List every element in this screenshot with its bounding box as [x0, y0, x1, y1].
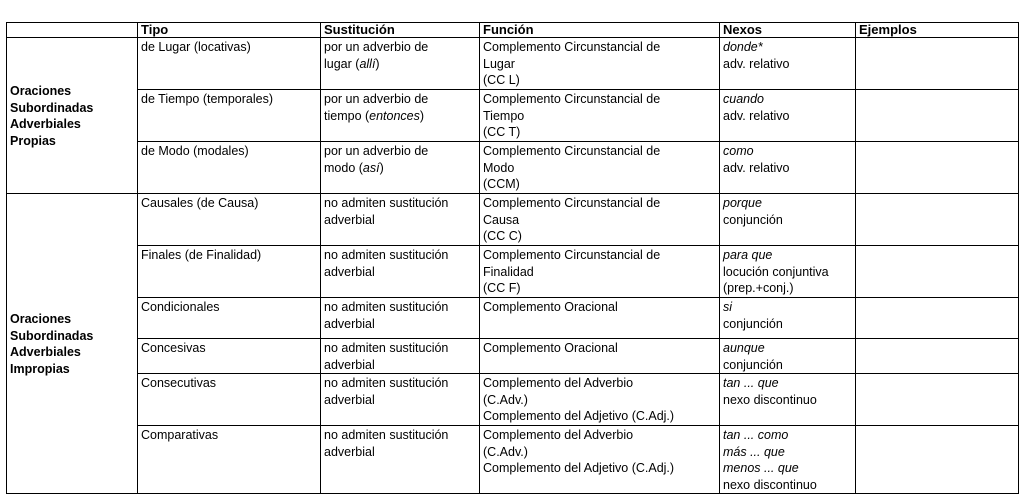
table-row	[7, 374, 1019, 426]
cell-funcion: Complemento Circunstancial de Modo (CCM)	[480, 142, 720, 194]
group-label-line: Adverbiales	[10, 117, 81, 131]
header-nexos: Nexos	[720, 23, 856, 38]
cell-funcion: Complemento del Adverbio (C.Adv.) Complemento del Adjetivo (C.Adj.)	[480, 426, 720, 494]
cell-ejemplos	[856, 90, 1019, 142]
table-row	[7, 38, 1019, 90]
header-tipo: Tipo	[138, 23, 321, 38]
table-row	[7, 246, 1019, 298]
cell-sustitucion: por un adverbio de modo (así)	[321, 142, 480, 194]
cell-tipo: de Modo (modales)	[138, 142, 321, 194]
header-sustitucion: Sustitución	[321, 23, 480, 38]
header-row	[7, 23, 1019, 38]
group-label-line: Adverbiales	[10, 345, 81, 359]
header-funcion: Función	[480, 23, 720, 38]
cell-tipo: Finales (de Finalidad)	[138, 246, 321, 298]
group-label-line: Oraciones	[10, 84, 72, 98]
cell-ejemplos	[856, 246, 1019, 298]
cell-nexos: cuando adv. relativo	[720, 90, 856, 142]
cell-ejemplos	[856, 142, 1019, 194]
cell-funcion: Complemento Circunstancial de Finalidad (CC F)	[480, 246, 720, 298]
cell-sustitucion: no admiten sustitución adverbial	[321, 339, 480, 374]
cell-nexos: tan ... que nexo discontinuo	[720, 374, 856, 426]
cell-sustitucion: no admiten sustitución adverbial	[321, 298, 480, 339]
cell-nexos: para que locución conjuntiva (prep.+conj.)	[720, 246, 856, 298]
header-empty	[7, 23, 138, 38]
cell-funcion: Complemento Circunstancial de Lugar (CC L)	[480, 38, 720, 90]
table-row	[7, 142, 1019, 194]
cell-nexos: si conjunción	[720, 298, 856, 339]
cell-ejemplos	[856, 339, 1019, 374]
group-label-line: Subordinadas	[10, 100, 94, 115]
cell-funcion: Complemento Circunstancial de Causa (CC C)	[480, 194, 720, 246]
cell-ejemplos	[856, 426, 1019, 494]
cell-nexos: como adv. relativo	[720, 142, 856, 194]
cell-nexos: tan ... como más ... que menos ... que nexo discontinuo	[720, 426, 856, 494]
cell-tipo: Causales (de Causa)	[138, 194, 321, 246]
cell-tipo: Condicionales	[138, 298, 321, 339]
header-ejemplos: Ejemplos	[856, 23, 1019, 38]
cell-funcion: Complemento Circunstancial de Tiempo (CC T)	[480, 90, 720, 142]
group-label-line: Oraciones	[10, 312, 72, 326]
cell-sustitucion: por un adverbio de lugar (allí)	[321, 38, 480, 90]
cell-tipo: de Tiempo (temporales)	[138, 90, 321, 142]
cell-ejemplos	[856, 38, 1019, 90]
cell-tipo: Comparativas	[138, 426, 321, 494]
table-row	[7, 339, 1019, 374]
group-impropias	[7, 194, 138, 494]
group-label-line: Impropias	[10, 361, 70, 376]
cell-nexos: aunque conjunción	[720, 339, 856, 374]
group-propias	[7, 38, 138, 194]
cell-tipo: Concesivas	[138, 339, 321, 374]
cell-ejemplos	[856, 298, 1019, 339]
cell-sustitucion: no admiten sustitución adverbial	[321, 194, 480, 246]
cell-sustitucion: no admiten sustitución adverbial	[321, 426, 480, 494]
cell-sustitucion: no admiten sustitución adverbial	[321, 374, 480, 426]
table-row	[7, 90, 1019, 142]
group-label-line: Subordinadas	[10, 328, 94, 343]
group-label-line: Propias	[10, 133, 56, 148]
table-row	[7, 426, 1019, 494]
table-row	[7, 298, 1019, 339]
cell-funcion: Complemento Oracional	[480, 339, 720, 374]
cell-funcion: Complemento del Adverbio (C.Adv.) Complemento del Adjetivo (C.Adj.)	[480, 374, 720, 426]
oraciones-adverbiales-table	[6, 22, 1019, 494]
cell-tipo: Consecutivas	[138, 374, 321, 426]
cell-sustitucion: por un adverbio de tiempo (entonces)	[321, 90, 480, 142]
cell-nexos: porque conjunción	[720, 194, 856, 246]
cell-ejemplos	[856, 194, 1019, 246]
table-row	[7, 194, 1019, 246]
cell-sustitucion: no admiten sustitución adverbial	[321, 246, 480, 298]
cell-tipo: de Lugar (locativas)	[138, 38, 321, 90]
cell-nexos: donde* adv. relativo	[720, 38, 856, 90]
cell-ejemplos	[856, 374, 1019, 426]
cell-funcion: Complemento Oracional	[480, 298, 720, 339]
